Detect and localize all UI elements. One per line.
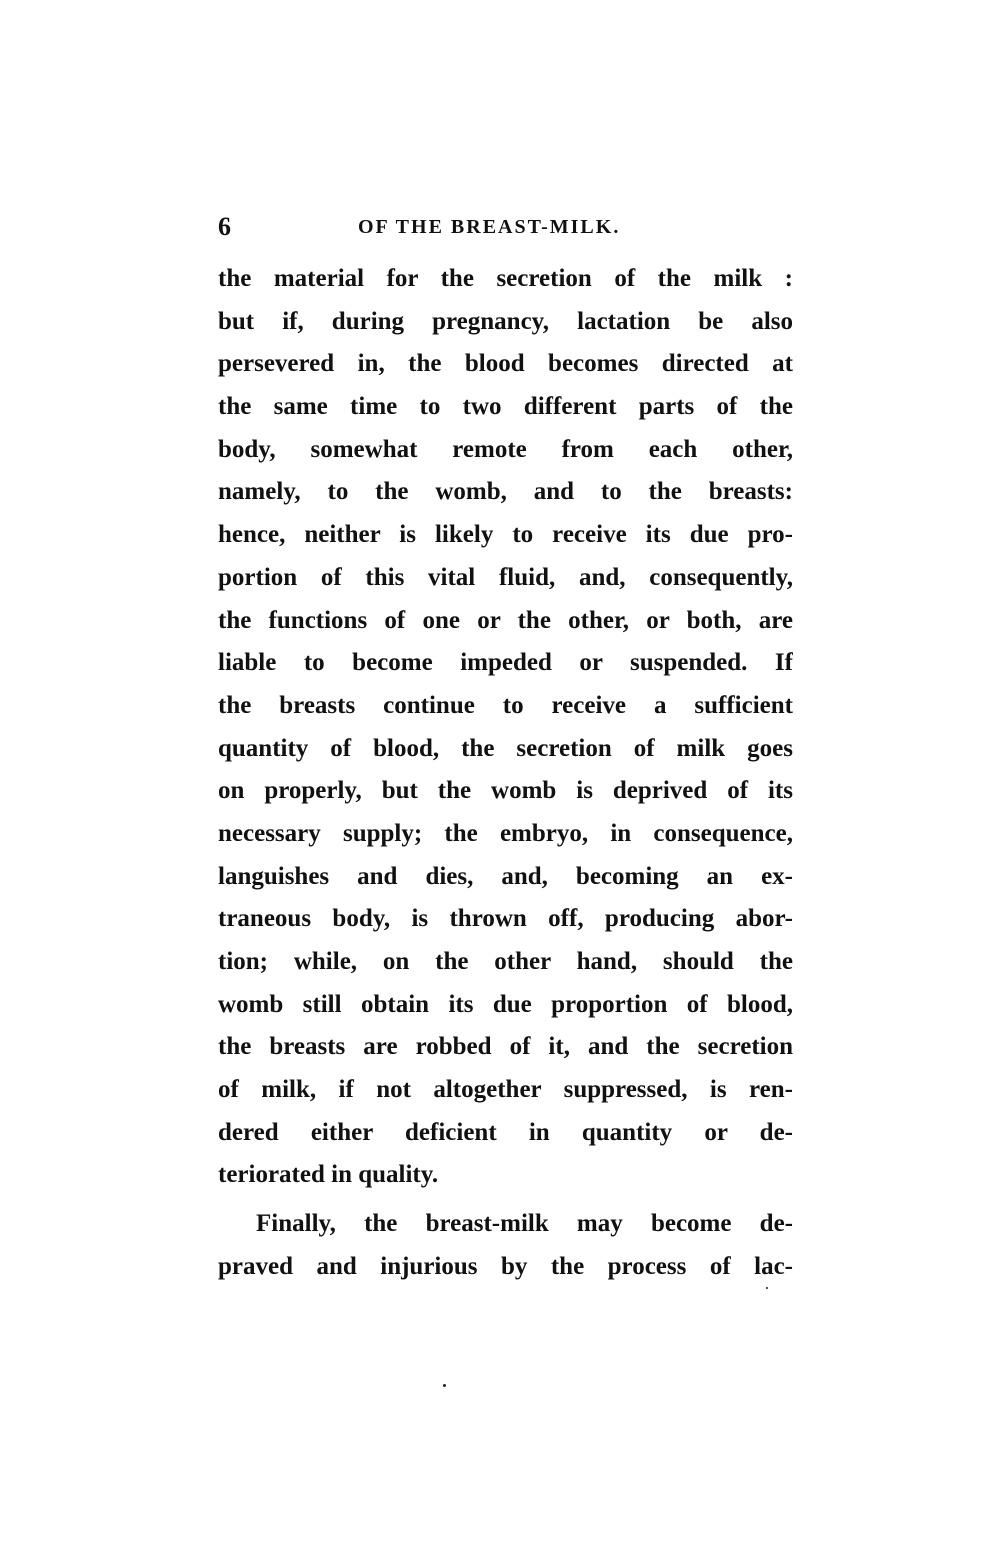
page-header [218,212,793,244]
text-line: the material for the secretion of the milk : [218,265,793,292]
text-line: the same time to two different parts of the [218,393,793,421]
page-number: 6 [218,212,231,241]
text-line: liable to become impeded or suspended. If [218,649,793,677]
text-line: body, somewhat remote from each other, [218,435,793,463]
text-line: the breasts continue to receive a sufficient [218,691,793,719]
text-line: quantity of blood, the secretion of milk goes [218,734,793,762]
text-line: teriorated in quality. [218,1161,439,1189]
text-line: the functions of one or the other, or both, are [218,606,793,634]
text-line: dered either deficient in quantity or de- [218,1118,793,1146]
text-line: of milk, if not altogether suppressed, is ren- [218,1076,793,1104]
body-text [218,258,793,1289]
text-line: tion; while, on the other hand, should the [218,948,793,975]
paragraph-first-line: Finally, the breast-milk may become de- [256,1210,793,1238]
ink-speck [766,1287,768,1289]
text-line: necessary supply; the embryo, in consequence, [218,819,793,847]
running-head: OF THE BREAST-MILK. [358,216,621,238]
text-line: languishes and dies, and, becoming an ex- [218,862,793,890]
ink-speck [443,1384,446,1387]
text-line: but if, during pregnancy, lactation be also [218,307,793,335]
text-line: womb still obtain its due proportion of blood, [218,990,793,1018]
text-line: persevered in, the blood becomes directed at [218,350,793,378]
text-line: traneous body, is thrown off, producing abor- [218,905,793,933]
text-line: portion of this vital fluid, and, consequently, [218,563,793,591]
text-line: namely, to the womb, and to the breasts: [218,478,793,506]
text-line: on properly, but the womb is deprived of its [218,777,793,805]
text-line: the breasts are robbed of it, and the secretion [218,1033,793,1061]
text-line: hence, neither is likely to receive its due pro- [218,521,793,549]
text-line: praved and injurious by the process of lac- [218,1252,793,1280]
